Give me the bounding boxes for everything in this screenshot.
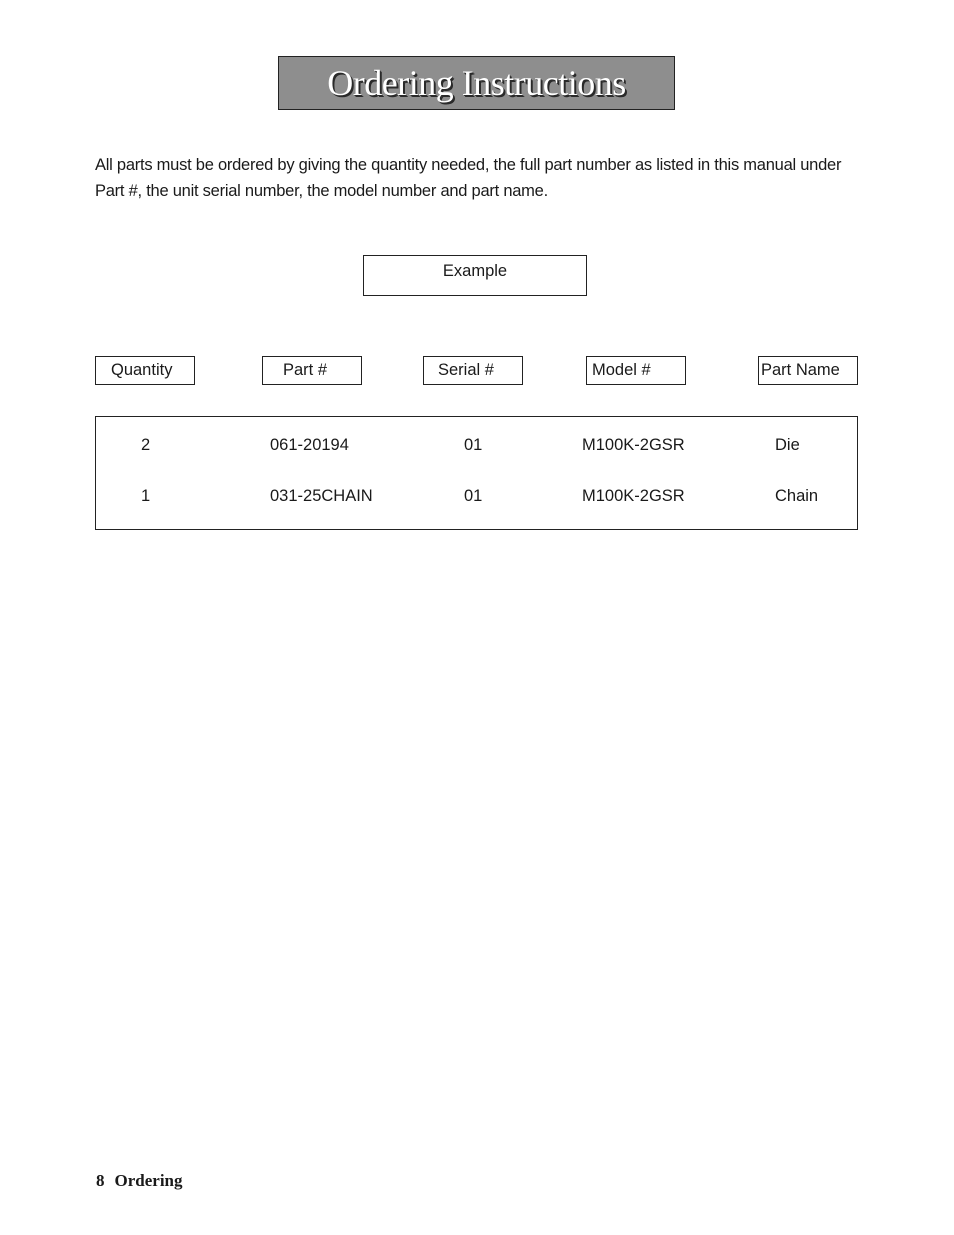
column-header-quantity: Quantity — [95, 356, 195, 385]
cell-serial-number: 01 — [464, 487, 483, 505]
page-number: 8 — [96, 1171, 105, 1190]
cell-part-number: 061-20194 — [270, 436, 349, 454]
column-header-model-number: Model # — [586, 356, 686, 385]
example-table — [95, 416, 858, 530]
column-header-part-name: Part Name — [758, 356, 858, 385]
cell-serial-number: 01 — [464, 436, 483, 454]
cell-part-number: 031-25CHAIN — [270, 487, 373, 505]
intro-paragraph: All parts must be ordered by giving the quantity needed, the full part number as listed in this manual under Part #, the unit serial number, the model number and part name. — [95, 156, 842, 200]
cell-quantity: 1 — [141, 487, 151, 505]
cell-model-number: M100K-2GSR — [582, 436, 685, 454]
example-label-box — [363, 255, 587, 296]
cell-model-number: M100K-2GSR — [582, 487, 685, 505]
page-footer — [96, 1171, 183, 1191]
example-label: Example — [442, 262, 508, 280]
section-name: Ordering — [114, 1171, 183, 1190]
cell-quantity: 2 — [141, 436, 151, 454]
cell-part-name: Die — [775, 436, 800, 454]
column-header-serial-number: Serial # — [423, 356, 523, 385]
page-title: Ordering Instructions — [327, 63, 626, 103]
column-header-part-number: Part # — [262, 356, 362, 385]
cell-part-name: Chain — [775, 487, 819, 505]
title-banner — [278, 56, 675, 110]
